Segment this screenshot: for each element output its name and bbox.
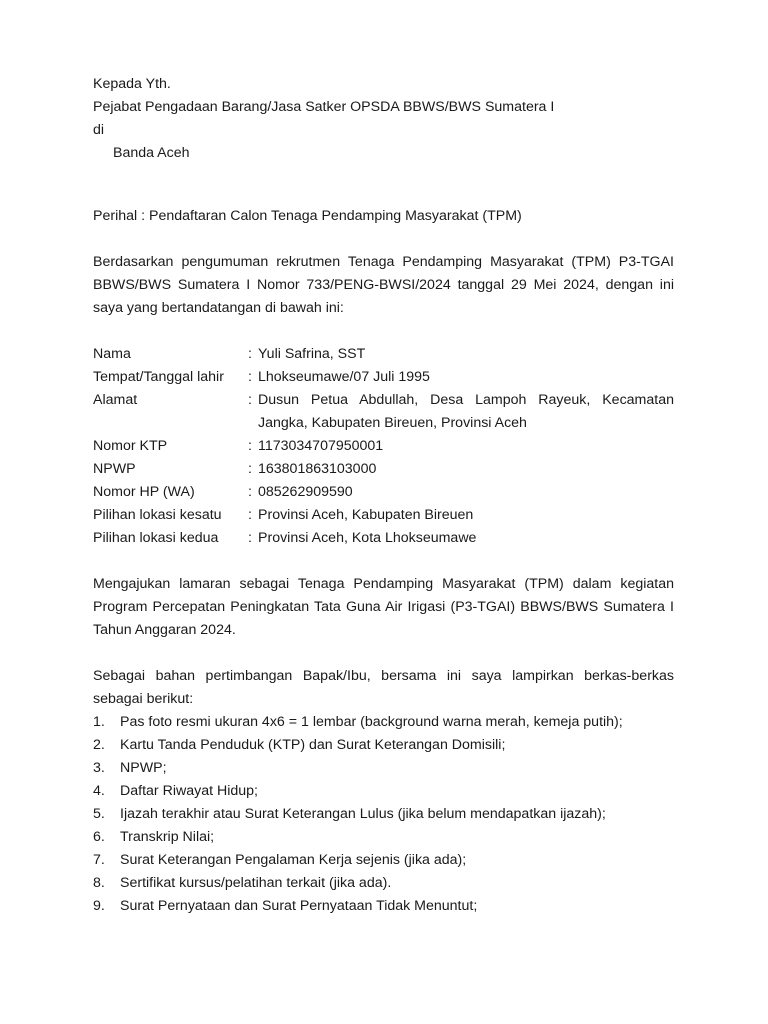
field-value: 1173034707950001 <box>258 438 384 454</box>
field-row <box>93 366 674 389</box>
recipient-official: Pejabat Pengadaan Barang/Jasa Satker OPSDA BBWS/BWS Sumatera I <box>93 99 555 115</box>
attachment-item <box>93 872 674 895</box>
field-label: Pilihan lokasi kedua <box>93 530 219 546</box>
attachment-item <box>93 826 674 849</box>
field-row <box>93 343 674 366</box>
application-paragraph: Mengajukan lamaran sebagai Tenaga Pendamping Masyarakat (TPM) dalam kegiatan Program Percepatan Peningkatan Tata Guna Air Irigasi (P3-TGAI) BBWS/BWS Sumatera I Tahun Anggaran 2024. <box>93 576 674 638</box>
attachment-item <box>93 803 674 826</box>
field-label: Nomor KTP <box>93 438 168 454</box>
field-value: Dusun Petua Abdullah, Desa Lampoh Rayeuk, Kecamatan Jangka, Kabupaten Bireuen, Provinsi Aceh <box>258 392 674 431</box>
field-label: Tempat/Tanggal lahir <box>93 369 224 385</box>
field-label: Nama <box>93 346 131 362</box>
field-label: NPWP <box>93 461 136 477</box>
attachment-number: 5. <box>93 806 105 822</box>
attachment-item <box>93 734 674 757</box>
attachment-text: NPWP; <box>120 760 167 776</box>
field-value: Yuli Safrina, SST <box>258 346 366 362</box>
field-separator: : <box>248 461 252 477</box>
field-row <box>93 527 674 550</box>
applicant-fields <box>93 343 674 550</box>
attachment-number: 8. <box>93 875 105 891</box>
attachment-text: Daftar Riwayat Hidup; <box>120 783 258 799</box>
attachment-number: 3. <box>93 760 105 776</box>
attachments-list <box>93 711 674 918</box>
attachment-item <box>93 757 674 780</box>
field-separator: : <box>248 438 252 454</box>
attachment-number: 7. <box>93 852 105 868</box>
recipient-greeting: Kepada Yth. <box>93 76 171 92</box>
field-label: Nomor HP (WA) <box>93 484 195 500</box>
attachment-text: Ijazah terakhir atau Surat Keterangan Lulus (jika belum mendapatkan ijazah); <box>120 806 606 822</box>
attachment-text: Transkrip Nilai; <box>120 829 215 845</box>
attachment-text: Pas foto resmi ukuran 4x6 = 1 lembar (background warna merah, kemeja putih); <box>120 714 623 730</box>
attachment-number: 2. <box>93 737 105 753</box>
field-row <box>93 435 674 458</box>
recipient-di: di <box>93 122 105 138</box>
attachment-item <box>93 780 674 803</box>
field-separator: : <box>248 530 252 546</box>
field-separator: : <box>248 369 252 385</box>
field-separator: : <box>248 346 252 362</box>
field-label: Alamat <box>93 392 138 408</box>
attachment-text: Kartu Tanda Penduduk (KTP) dan Surat Keterangan Domisili; <box>120 737 506 753</box>
field-separator: : <box>248 392 252 408</box>
attachment-number: 6. <box>93 829 105 845</box>
attachment-text: Surat Keterangan Pengalaman Kerja sejenis (jika ada); <box>120 852 467 868</box>
attachment-text: Surat Pernyataan dan Surat Pernyataan Tidak Menuntut; <box>120 898 478 914</box>
field-row <box>93 458 674 481</box>
attachment-number: 1. <box>93 714 105 730</box>
attachments-intro: Sebagai bahan pertimbangan Bapak/Ibu, bersama ini saya lampirkan berkas-berkas sebagai berikut: <box>93 668 674 707</box>
field-row <box>93 389 674 435</box>
field-value: Provinsi Aceh, Kabupaten Bireuen <box>258 507 474 523</box>
attachment-item <box>93 895 674 918</box>
subject-line: Perihal : Pendaftaran Calon Tenaga Pendamping Masyarakat (TPM) <box>93 208 522 224</box>
field-row <box>93 481 674 504</box>
intro-paragraph: Berdasarkan pengumuman rekrutmen Tenaga Pendamping Masyarakat (TPM) P3-TGAI BBWS/BWS Sumatera I Nomor 733/PENG-BWSI/2024 tanggal 29 Mei 2024, dengan ini saya yang bertandatangan di bawah ini: <box>93 254 674 316</box>
field-separator: : <box>248 507 252 523</box>
field-value: 163801863103000 <box>258 461 377 477</box>
attachment-number: 9. <box>93 898 105 914</box>
attachment-item <box>93 711 674 734</box>
field-separator: : <box>248 484 252 500</box>
attachment-text: Sertifikat kursus/pelatihan terkait (jika ada). <box>120 875 392 891</box>
attachment-item <box>93 849 674 872</box>
field-value: Lhokseumawe/07 Juli 1995 <box>258 369 430 385</box>
letter-page <box>93 73 674 918</box>
field-value: 085262909590 <box>258 484 353 500</box>
field-value: Provinsi Aceh, Kota Lhokseumawe <box>258 530 477 546</box>
field-label: Pilihan lokasi kesatu <box>93 507 222 523</box>
recipient-city: Banda Aceh <box>113 145 190 161</box>
field-row <box>93 504 674 527</box>
attachment-number: 4. <box>93 783 105 799</box>
